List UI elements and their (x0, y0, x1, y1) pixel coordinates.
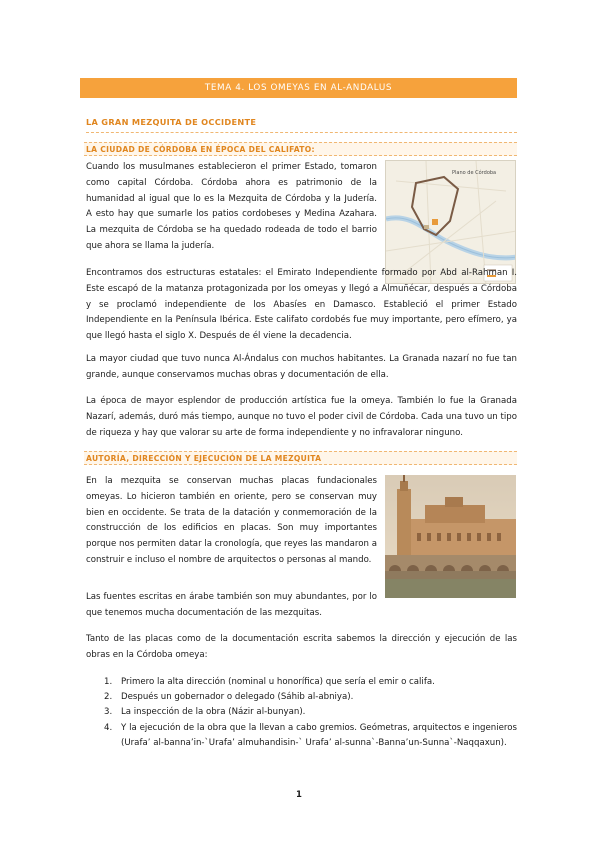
subsection-title-cordoba: LA CIUDAD DE CÓRDOBA EN ÉPOCA DEL CALIFATO: (86, 145, 315, 154)
list-item-text: Después un gobernador o delegado (Sáhib al-abniya). (121, 692, 354, 703)
paragraph: Tanto de las placas como de la documentación escrita sabemos la dirección y ejecución de las obras en la Córdoba omeya: (86, 634, 517, 660)
paragraph: En la mezquita se conservan muchas placas fundacionales omeyas. Lo hicieron también en oriente, pero se conservan muy bien en occidente. Se trata de la datación y conmemoración de la construcción de los edificios en placas. Son muy importantes porque nos permiten datar la cronología, que reyes las mandaron a construir e incluso el nombre de arquitectos o personas al mando. (86, 476, 377, 565)
list-item (104, 705, 517, 720)
list-item-number: 1. (104, 677, 113, 687)
chapter-banner: TEMA 4. LOS OMEYAS EN AL-ANDALUS (80, 78, 517, 98)
list-item (104, 690, 517, 705)
mezquita-photo (385, 475, 516, 598)
ordered-list (104, 675, 517, 751)
list-item (104, 675, 517, 690)
map-title: Plano de Córdoba (452, 170, 497, 176)
paragraph: Encontramos dos estructuras estatales: el Emirato Independiente formado por Abd al-Rahman I. Este escapó de la matanza protagonizada por los omeyas y llegó a Almuñécar, después a Córdoba y se proclamó independiente de los Abasíes en Damasco. Estableció el primer Estado Independiente en la Península Ibérica. Este califato cordobés fue muy importante, pero efímero, ya que llegó hasta el siglo X. Después de él viene la decadencia. (86, 268, 517, 342)
list-item-number: 2. (104, 692, 113, 703)
section-divider (86, 132, 517, 133)
paragraph: Cuando los musulmanes establecieron el primer Estado, tomaron como capital Córdoba. Córdoba ahora es patrimonio de la humanidad al igual que lo es la Mezquita de Córdoba y la Judería. A esto hay que sumarle los patios cordobeses y Medina Azahara. La mezquita de Córdoba se ha quedado rodeada de todo el barrio que ahora se llama la judería. (86, 162, 377, 251)
paragraph: La época de mayor esplendor de producción artística fue la omeya. También lo fue la Granada Nazarí, además, duró más tiempo, aunque no tuvo el poder civil de Córdoba. Cada una tuvo un tipo de riqueza y hay que valorar su arte de forma independiente y no infravalorar ninguno. (86, 396, 517, 438)
list-item-text: Primero la alta dirección (nominal u honorífica) que sería el emir o califa. (121, 677, 435, 687)
paragraph: Las fuentes escritas en árabe también son muy abundantes, por lo que tenemos mucha documentación de las mezquitas. (86, 592, 377, 618)
section-title-mezquita: LA GRAN MEZQUITA DE OCCIDENTE (86, 117, 257, 127)
section-title-autoria: AUTORÍA, DIRECCIÓN Y EJECUCIÓN DE LA MEZQUITA (86, 454, 322, 463)
list-item-text: La inspección de la obra (Názir al-bunyan). (121, 707, 306, 718)
list-item-number: 4. (104, 722, 113, 733)
paragraph: La mayor ciudad que tuvo nunca Al-Ándalus con muchos habitantes. La Granada nazarí no fue tan grande, aunque conservamos muchas obras y documentación de ella. (86, 354, 517, 380)
list-item-number: 3. (104, 707, 113, 718)
mezquita-illustration (385, 475, 516, 598)
list-item-text: Y la ejecución de la obra que la llevan a cabo gremios. Geómetras, arquitectos e ingenieros (Urafa’ al-banna’in-`Urafa’ almuhandisin-` Urafa’ al-sunna`-Banna’un-Sunna`-Naqqaxun). (121, 722, 517, 748)
page-number: 1 (296, 790, 302, 800)
list-item (104, 721, 517, 751)
